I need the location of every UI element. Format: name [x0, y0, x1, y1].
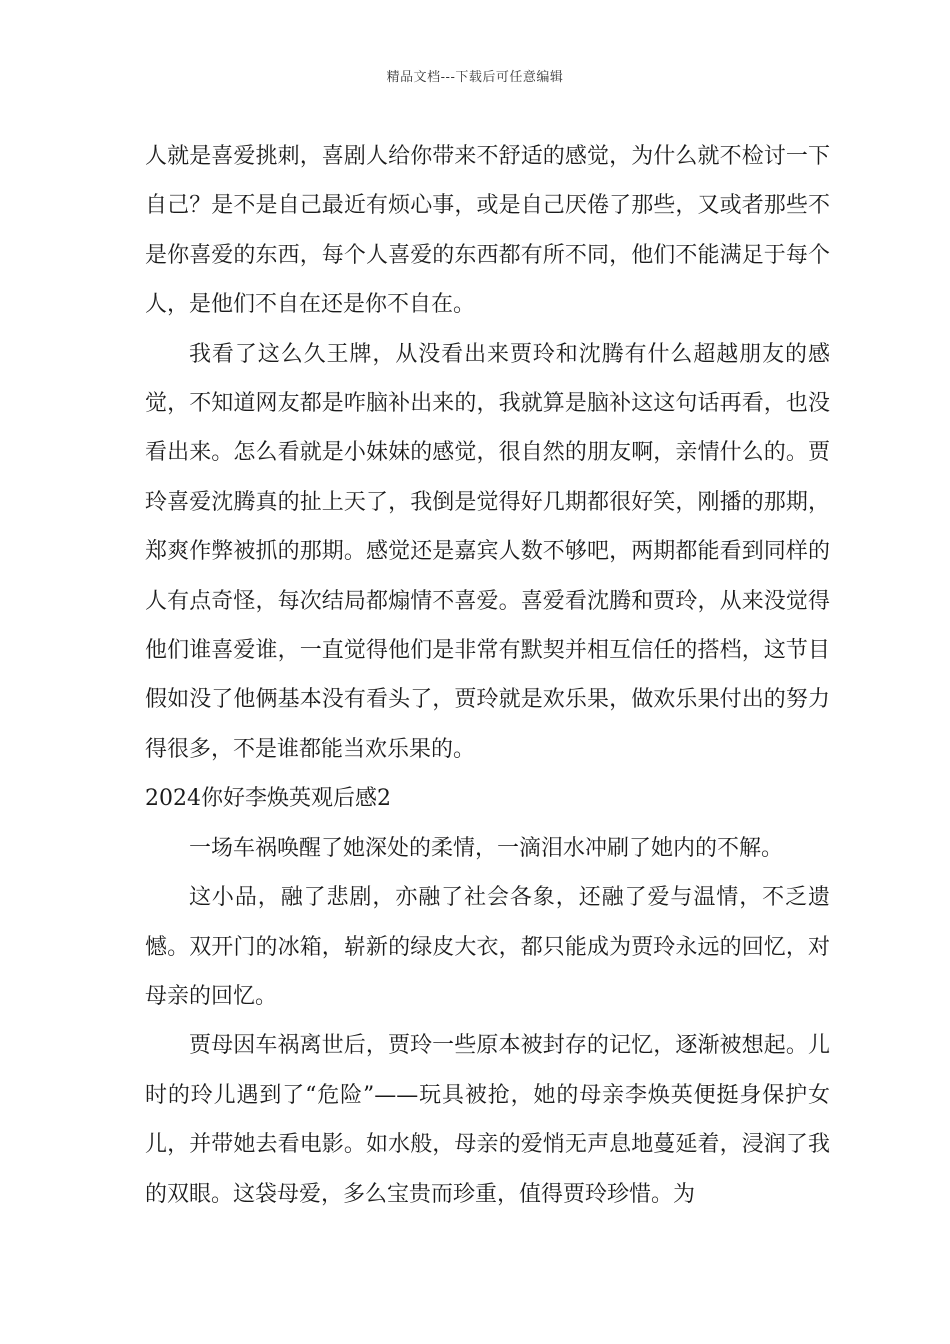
paragraph-1: 人就是喜爱挑刺，喜剧人给你带来不舒适的感觉，为什么就不检讨一下自己？是不是自己最近有烦心事，或是自己厌倦了那些，又或者那些不是你喜爱的东西，每个人喜爱的东西都有所不同，他们不能满足于每个人，是他们不自在还是你不自在。: [145, 144, 830, 318]
page-header: 精品文档---下载后可任意编辑: [386, 70, 564, 85]
paragraph-4: 这小品，融了悲剧，亦融了社会各象，还融了爱与温情，不乏遗憾。双开门的冰箱，崭新的绿皮大衣，都只能成为贾玲永远的回忆，对母亲的回忆。: [145, 885, 830, 1009]
paragraph-5: 贾母因车祸离世后，贾玲一些原本被封存的记忆，逐渐被想起。儿时的玲儿遇到了“危险”——玩具被抢，她的母亲李焕英便挺身保护女儿，并带她去看电影。如水般，母亲的爱悄无声息地蔓延着，浸润了我的双眼。这袋母爱，多么宝贵而珍重，值得贾玲珍惜。为: [145, 1033, 830, 1207]
paragraph-2: 我看了这么久王牌，从没看出来贾玲和沈腾有什么超越朋友的感觉，不知道网友都是咋脑补出来的，我就算是脑补这这句话再看，也没看出来。怎么看就是小妹妹的感觉，很自然的朋友啊，亲情什么的。贾玲喜爱沈腾真的扯上天了，我倒是觉得好几期都很好笑，刚播的那期，郑爽作弊被抓的那期。感觉还是嘉宾人数不够吧，两期都能看到同样的人有点奇怪，每次结局都煽情不喜爱。喜爱看沈腾和贾玲，从来没觉得他们谁喜爱谁，一直觉得他们是非常有默契并相互信任的搭档，这节目假如没了他俩基本没有看头了，贾玲就是欢乐果，做欢乐果付出的努力得很多，不是谁都能当欢乐果的。: [145, 341, 830, 762]
document-body: [145, 132, 830, 1219]
section-heading: 2024你好李焕英观后感2: [145, 786, 391, 812]
paragraph-3: 一场车祸唤醒了她深处的柔情，一滴泪水冲刷了她内的不解。: [189, 835, 784, 861]
